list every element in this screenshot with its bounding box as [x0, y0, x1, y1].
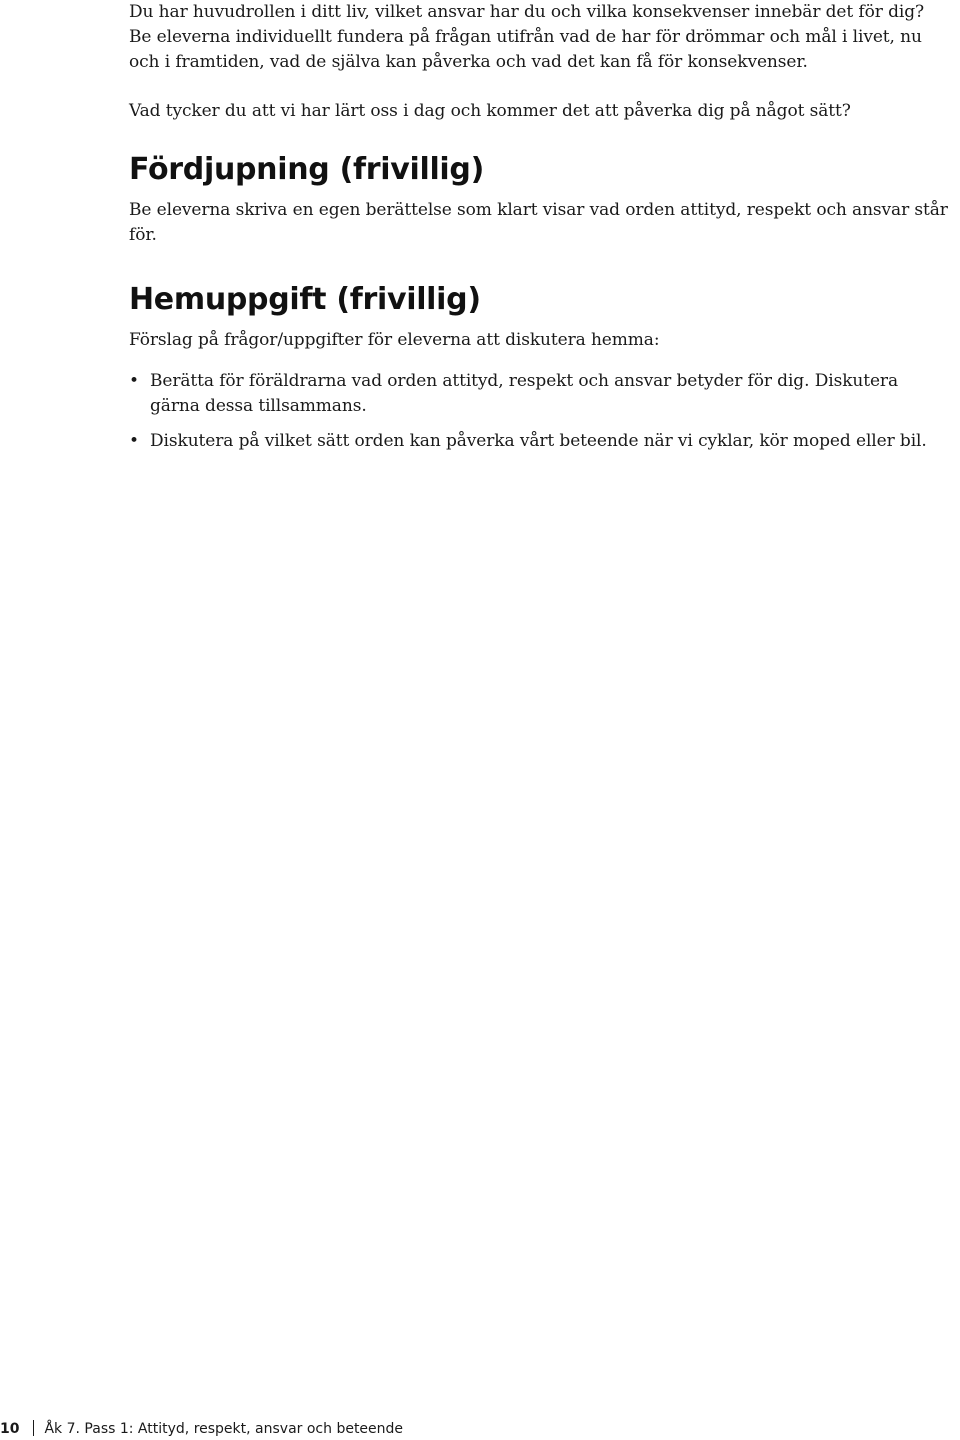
page-content	[129, 0, 949, 454]
paragraph-question: Vad tycker du att vi har lärt oss i dag och kommer det att påverka dig på något sätt?	[129, 101, 851, 121]
footer-separator	[33, 1420, 34, 1436]
running-title: Åk 7. Pass 1: Attityd, respekt, ansvar och beteende	[44, 1421, 404, 1437]
bullet-icon: •	[129, 431, 139, 451]
list-item	[129, 429, 949, 454]
heading-fordjupning: Fördjupning (frivillig)	[129, 152, 485, 187]
heading-hemuppgift: Hemuppgift (frivillig)	[129, 282, 481, 317]
page-footer	[0, 1418, 403, 1440]
bullet-icon: •	[129, 371, 139, 391]
hemuppgift-list	[129, 369, 949, 454]
paragraph-intro: Du har huvudrollen i ditt liv, vilket ansvar har du och vilka konsekvenser innebär det för dig? Be eleverna individuellt fundera på frågan utifrån vad de har för drömmar och mål i livet, nu och i framtiden, vad de själva kan påverka och vad det kan få för konsekvenser.	[129, 2, 924, 72]
list-item-text: Diskutera på vilket sätt orden kan påverka vårt beteende när vi cyklar, kör moped eller bil.	[150, 431, 927, 451]
page-number: 10	[0, 1421, 20, 1437]
paragraph-fordjupning: Be eleverna skriva en egen berättelse som klart visar vad orden attityd, respekt och ansvar står för.	[129, 200, 948, 245]
list-item-text: Berätta för föräldrarna vad orden attityd, respekt och ansvar betyder för dig. Diskutera gärna dessa tillsammans.	[150, 371, 898, 416]
paragraph-hemuppgift-intro: Förslag på frågor/uppgifter för eleverna att diskutera hemma:	[129, 330, 660, 350]
list-item	[129, 369, 949, 419]
